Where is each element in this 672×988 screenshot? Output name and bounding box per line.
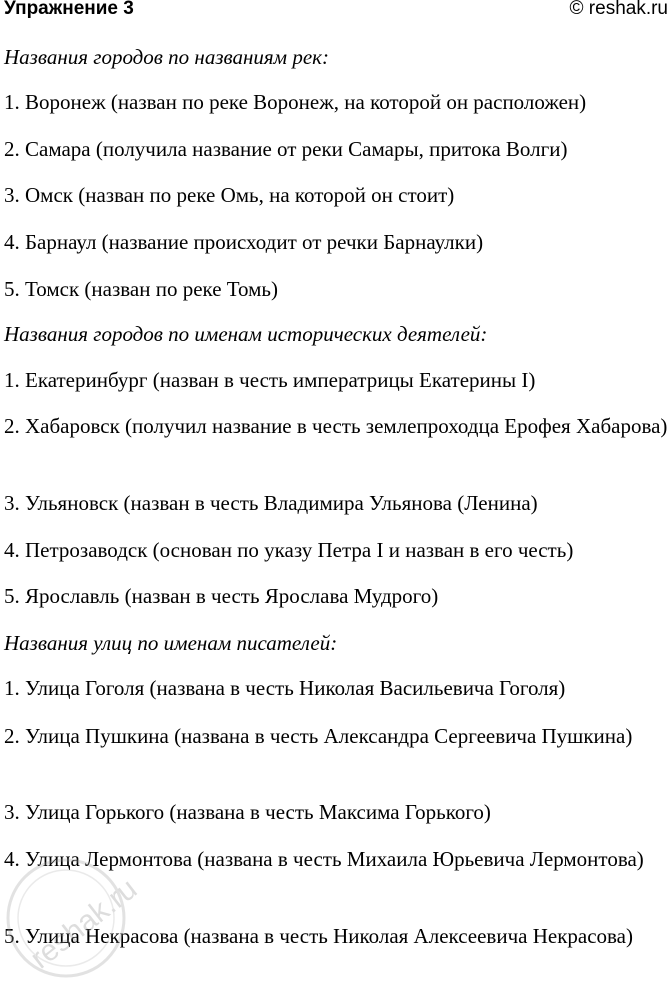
list-item: 2. Улица Пушкина (названа в честь Александра Сергеевича Пушкина) bbox=[4, 724, 633, 748]
list-item: 4. Улица Лермонтова (названа в честь Михаила Юрьевича Лермонтова) bbox=[4, 847, 644, 871]
watermark-text: reshak.ru bbox=[24, 872, 144, 976]
list-item: 4. Барнаул (название происходит от речки Барнаулки) bbox=[4, 230, 484, 254]
section-heading-writers: Названия улиц по именам писателей: bbox=[4, 631, 338, 655]
list-item: 3. Омск (назван по реке Омь, на которой он стоит) bbox=[4, 183, 455, 207]
list-item: 4. Петрозаводск (основан по указу Петра I и назван в его честь) bbox=[4, 538, 574, 562]
section-heading-rivers: Названия городов по названиям рек: bbox=[4, 45, 329, 69]
watermark-logo bbox=[0, 838, 164, 988]
list-item: 1. Воронеж (назван по реке Воронеж, на которой он расположен) bbox=[4, 90, 587, 114]
list-item: 2. Хабаровск (получил название в честь землепроходца Ерофея Хабарова) bbox=[4, 414, 668, 438]
list-item: 1. Улица Гоголя (названа в честь Николая Васильевича Гоголя) bbox=[4, 676, 566, 700]
list-item: 5. Улица Некрасова (названа в честь Николая Алексеевича Некрасова) bbox=[4, 924, 633, 948]
list-item: 3. Ульяновск (назван в честь Владимира Ульянова (Ленина) bbox=[4, 491, 538, 515]
exercise-title: Упражнение 3 bbox=[4, 0, 134, 19]
section-heading-historical-figures: Названия городов по именам исторических деятелей: bbox=[4, 322, 488, 346]
list-item: 1. Екатеринбург (назван в честь императрицы Екатерины I) bbox=[4, 368, 536, 392]
list-item: 5. Томск (назван по реке Томь) bbox=[4, 277, 278, 301]
list-item: 3. Улица Горького (названа в честь Максима Горького) bbox=[4, 800, 491, 824]
list-item: 5. Ярославль (назван в честь Ярослава Мудрого) bbox=[4, 584, 439, 608]
site-credit: © reshak.ru bbox=[569, 0, 668, 19]
list-item: 2. Самара (получила название от реки Самары, притока Волги) bbox=[4, 137, 568, 161]
page-header bbox=[4, 0, 668, 22]
